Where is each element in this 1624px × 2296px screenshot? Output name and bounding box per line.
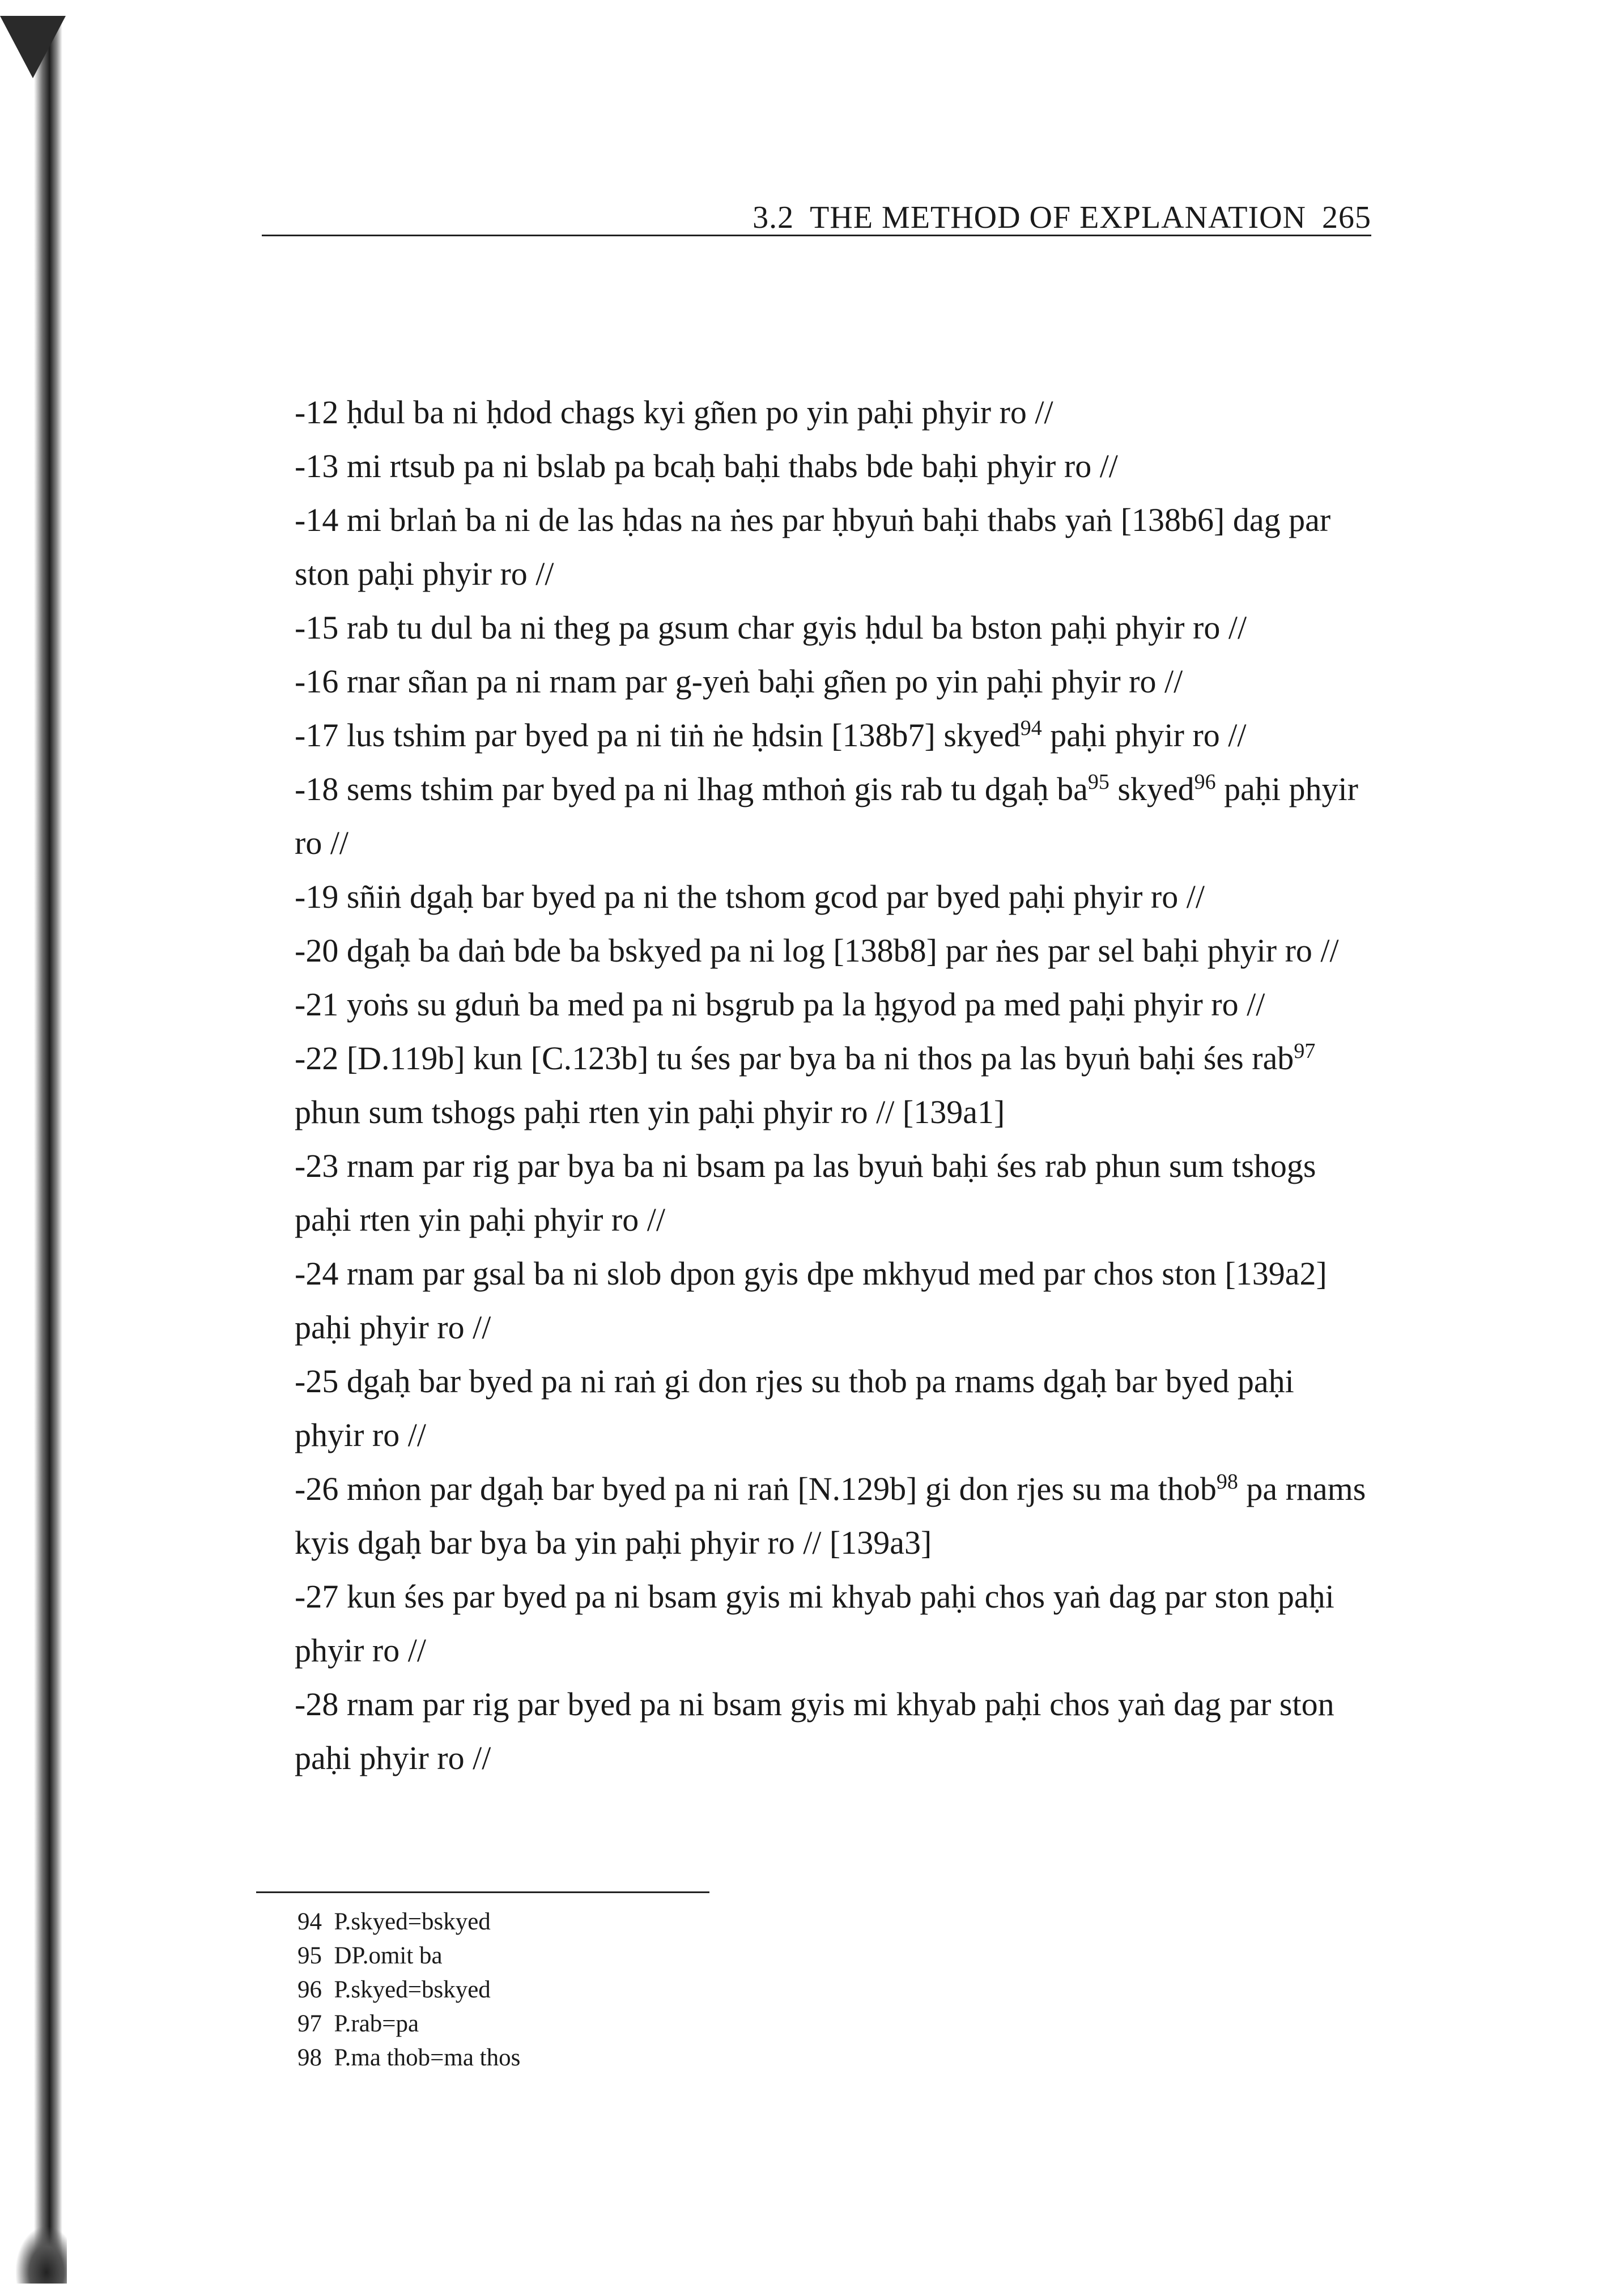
text-segment: -24 rnam par gsal ba ni slob dpon gyis dpe mkhyud med par chos ston [139a2] paḥi phyir ro // bbox=[295, 1255, 1327, 1346]
text-segment: -25 dgaḥ bar byed pa ni raṅ gi don rjes su thob pa rnams dgaḥ bar byed paḥi phyir ro // bbox=[295, 1363, 1294, 1453]
main-text bbox=[295, 385, 1371, 1785]
text-segment: pa rnams kyis dgaḥ bar bya ba yin paḥi phyir ro // [139a3] bbox=[295, 1470, 1366, 1561]
text-segment: -28 rnam par rig par byed pa ni bsam gyis mi khyab paḥi chos yaṅ dag par ston paḥi phyir ro // bbox=[295, 1686, 1334, 1776]
text-segment: -27 kun śes par byed pa ni bsam gyis mi khyab paḥi chos yaṅ dag par ston paḥi phyir ro // bbox=[295, 1578, 1334, 1669]
text-paragraph bbox=[295, 1247, 1371, 1354]
page-number: 265 bbox=[1322, 200, 1371, 235]
text-paragraph bbox=[295, 762, 1371, 870]
text-paragraph bbox=[295, 654, 1371, 708]
text-paragraph bbox=[295, 924, 1371, 977]
footnote: 94 P.skyed=bskyed bbox=[297, 1908, 491, 1935]
text-paragraph bbox=[295, 1354, 1371, 1462]
text-paragraph bbox=[295, 1462, 1371, 1570]
footnote: 95 DP.omit ba bbox=[297, 1942, 443, 1969]
text-paragraph bbox=[295, 493, 1371, 601]
text-segment: -14 mi brlaṅ ba ni de las ḥdas na ṅes par ḥbyuṅ baḥi thabs yaṅ [138b6] dag par ston paḥi phyir ro // bbox=[295, 501, 1331, 592]
text-paragraph bbox=[295, 1031, 1371, 1139]
footnote: 96 P.skyed=bskyed bbox=[297, 1976, 491, 2003]
text-paragraph bbox=[295, 977, 1371, 1031]
text-paragraph bbox=[295, 385, 1371, 439]
text-segment: phun sum tshogs paḥi rten yin paḥi phyir ro // [139a1] bbox=[295, 1094, 1005, 1130]
text-paragraph bbox=[295, 439, 1371, 493]
book-binding bbox=[34, 17, 62, 2284]
text-segment: -20 dgaḥ ba daṅ bde ba bskyed pa ni log [138b8] par ṅes par sel baḥi phyir ro // bbox=[295, 932, 1339, 969]
footnote-ref[interactable]: 96 bbox=[1194, 770, 1216, 794]
binding-bottom-shadow bbox=[16, 2227, 67, 2284]
text-segment: -21 yoṅs su gduṅ ba med pa ni bsgrub pa la ḥgyod pa med paḥi phyir ro // bbox=[295, 986, 1265, 1023]
text-segment: paḥi phyir ro // bbox=[295, 771, 1358, 861]
text-segment: paḥi phyir ro // bbox=[1041, 717, 1247, 754]
text-paragraph bbox=[295, 708, 1371, 762]
text-segment: -23 rnam par rig par bya ba ni bsam pa las byuṅ baḥi śes rab phun sum tshogs paḥi rten yin paḥi phyir ro // bbox=[295, 1147, 1316, 1238]
footnote-ref[interactable]: 98 bbox=[1216, 1470, 1238, 1494]
text-segment: -18 sems tshim par byed pa ni lhag mthoṅ gis rab tu dgaḥ ba bbox=[295, 771, 1088, 807]
footnote-ref[interactable]: 97 bbox=[1294, 1039, 1316, 1063]
text-segment: -26 mṅon par dgaḥ bar byed pa ni raṅ [N.129b] gi don rjes su ma thob bbox=[295, 1470, 1217, 1507]
text-segment: -22 [D.119b] kun [C.123b] tu śes par bya ba ni thos pa las byuṅ baḥi śes rab bbox=[295, 1040, 1294, 1077]
text-paragraph bbox=[295, 870, 1371, 924]
text-segment: -15 rab tu dul ba ni theg pa gsum char gyis ḥdul ba bston paḥi phyir ro // bbox=[295, 609, 1247, 646]
footnote: 98 P.ma thob=ma thos bbox=[297, 2044, 521, 2071]
text-paragraph bbox=[295, 1677, 1371, 1785]
footnote-ref[interactable]: 94 bbox=[1020, 716, 1042, 740]
footnote: 97 P.rab=pa bbox=[297, 2010, 419, 2037]
text-paragraph bbox=[295, 601, 1371, 654]
text-segment: -17 lus tshim par byed pa ni tiṅ ṅe ḥdsin [138b7] skyed bbox=[295, 717, 1021, 754]
footnote-rule bbox=[256, 1891, 709, 1893]
text-segment: skyed bbox=[1109, 771, 1194, 807]
footnote-ref[interactable]: 95 bbox=[1087, 770, 1109, 794]
text-segment: -19 sñiṅ dgaḥ bar byed pa ni the tshom gcod par byed paḥi phyir ro // bbox=[295, 878, 1205, 915]
text-paragraph bbox=[295, 1570, 1371, 1677]
binding-top-shadow bbox=[0, 16, 66, 78]
text-segment: -16 rnar sñan pa ni rnam par g-yeṅ baḥi gñen po yin paḥi phyir ro // bbox=[295, 663, 1183, 700]
section-number: 3.2 bbox=[753, 200, 794, 235]
text-segment: -13 mi rtsub pa ni bslab pa bcaḥ baḥi thabs bde baḥi phyir ro // bbox=[295, 448, 1118, 484]
text-segment: -12 ḥdul ba ni ḥdod chags kyi gñen po yin paḥi phyir ro // bbox=[295, 394, 1053, 431]
running-head bbox=[262, 201, 1371, 235]
section-title: THE METHOD OF EXPLANATION bbox=[810, 200, 1306, 235]
text-paragraph bbox=[295, 1139, 1371, 1247]
header-rule bbox=[262, 235, 1371, 236]
footnotes bbox=[297, 1905, 1204, 2075]
